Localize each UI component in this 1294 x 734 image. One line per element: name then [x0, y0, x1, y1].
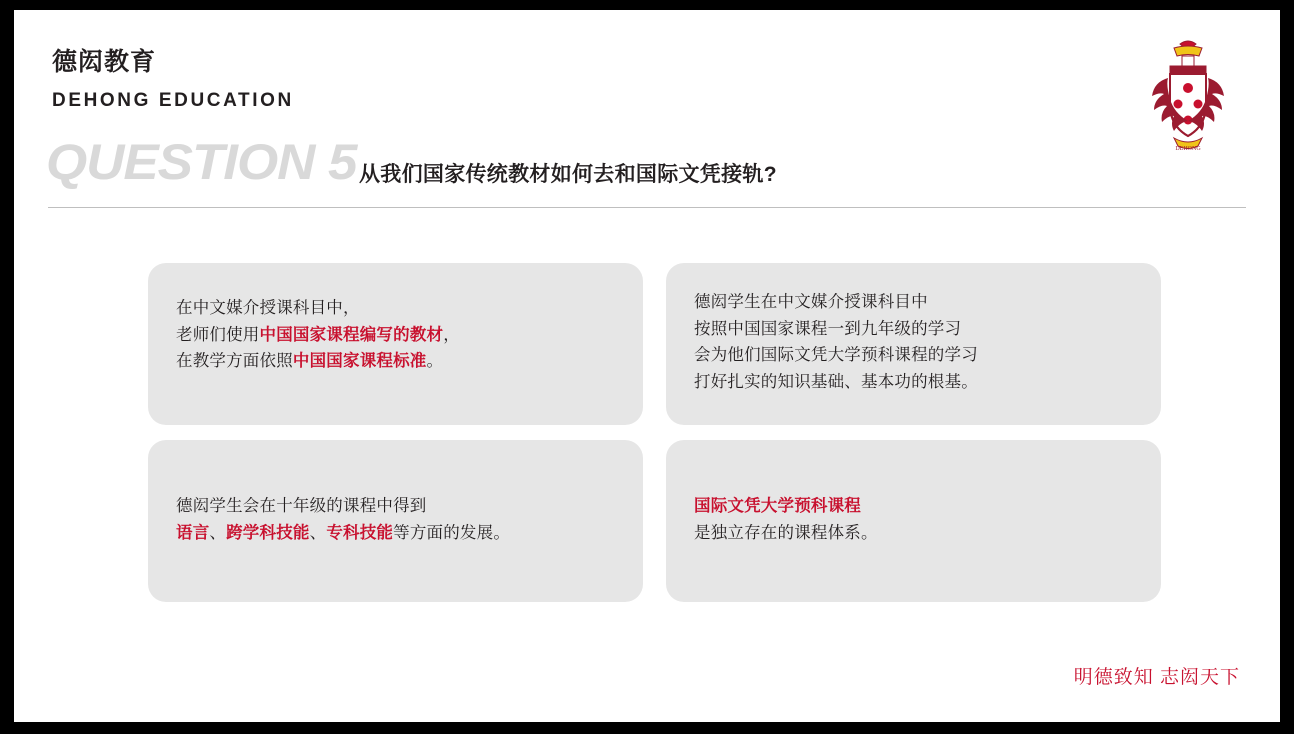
brand-name-chinese: 德闳教育	[52, 48, 157, 76]
svg-text:DEHONG: DEHONG	[1175, 146, 1201, 152]
school-crest-icon	[1140, 34, 1236, 154]
card-text: 国际文凭大学预科课程 是独立存在的课程体系。	[694, 497, 878, 542]
content-card	[148, 263, 643, 425]
content-card	[148, 440, 643, 602]
card-text: 德闳学生会在十年级的课程中得到 语言、跨学科技能、专科技能等方面的发展。	[176, 497, 511, 542]
card-text: 德闳学生在中文媒介授课科目中 按照中国国家课程一到九年级的学习 会为他们国际文凭大学预科课程的学习 打好扎实的知识基础、基本功的根基。	[694, 293, 978, 392]
content-card	[666, 263, 1161, 425]
slide	[14, 10, 1280, 722]
content-card	[666, 440, 1161, 602]
brand-name-english: DEHONG EDUCATION	[52, 90, 294, 111]
page-title: 从我们国家传统教材如何去和国际文凭接轨?	[359, 163, 777, 186]
card-text: 在中文媒介授课科目中， 老师们使用中国国家课程编写的教材， 在教学方面依照中国国家课程标准。	[176, 299, 460, 371]
question-number-label: QUESTION 5	[46, 134, 357, 190]
footer-slogan: 明德致知 志闳天下	[1073, 667, 1240, 688]
header-divider	[48, 207, 1246, 208]
